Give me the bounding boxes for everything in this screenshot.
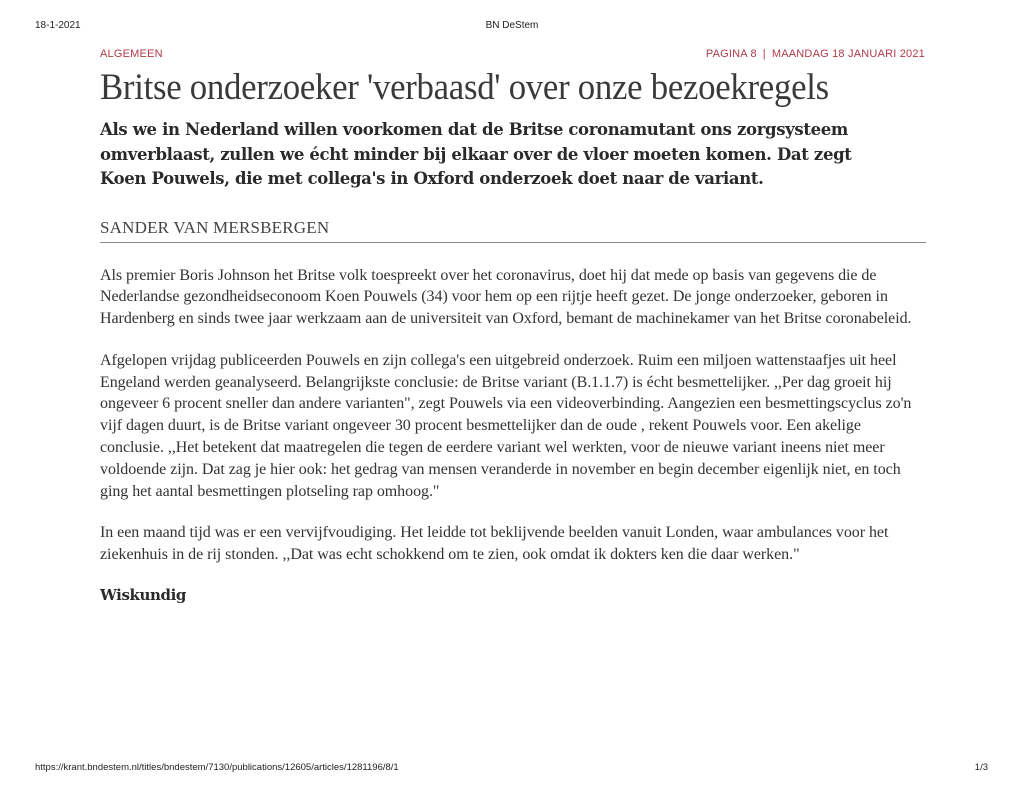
page-meta [706,48,925,60]
meta-separator: | [762,48,766,60]
section-label: ALGEMEEN [100,48,163,60]
print-title: BN DeStem [485,20,539,31]
article-paragraph: In een maand tijd was er een vervijfvoudiging. Het leidde tot beklijvende beelden vanuit Londen, waar ambulances voor het ziekenhuis in de rij stonden. ,,Dat was echt schokkend om te zien, ook omdat ik dokters ken die daar werken." [100,524,889,564]
print-footer-url: https://krant.bndestem.nl/titles/bndestem/7130/publications/12605/articles/1281196/8/1 [35,762,399,773]
article [100,66,930,604]
article-headline: Britse onderzoeker 'verbaasd' over onze bezoekregels [100,67,829,108]
article-paragraph: Als premier Boris Johnson het Britse volk toespreekt over het coronavirus, doet hij dat mede op basis van gegevens die de Nederlandse gezondheidseconoom Koen Pouwels (34) voor hem op een rijtje heeft gezet. De jonge onderzoeker, geboren in Hardenberg en sinds twee jaar werkzaam aan de universiteit van Oxford, bemant de machinekamer van het Britse coronabeleid. [100,266,912,328]
article-byline: SANDER VAN MERSBERGEN [100,218,926,243]
page-number: PAGINA 8 [705,48,757,60]
print-date: 18-1-2021 [35,20,81,31]
print-page-count: 1/3 [974,762,988,773]
article-subheading: Wiskundig [100,586,187,605]
article-paragraph: Afgelopen vrijdag publiceerden Pouwels en zijn collega's een uitgebreid onderzoek. Ruim een miljoen wattenstaafjes uit heel Engeland werden geanalyseerd. Belangrijkste conclusie: de Britse variant (B.1.1.7) is écht besmettelijker. ,,Per dag groeit hij ongeveer 6 procent sneller dan andere varianten", zegt Pouwels via een videoverbinding. Aangezien een besmettingscyclus zo'n vijf dagen duurt, is de Britse variant ongeveer 30 procent besmettelijker dan de oude , rekent Pouwels voor. Een akelige conclusie. ,,Het betekent dat maatregelen die tegen de eerdere variant wel werkten, voor de nieuwe variant ineens niet meer voldoende zijn. Dat zag je hier ook: het gedrag van mensen veranderde in november en begin december eigenlijk niet, en toch ging het aantal besmettingen plotseling rap omhoog." [100,351,912,500]
publication-date: MAANDAG 18 JANUARI 2021 [771,48,925,60]
article-lead: Als we in Nederland willen voorkomen dat de Britse coronamutant ons zorgsysteem omverblaast, zullen we écht minder bij elkaar over de vloer moeten komen. Dat zegt Koen Pouwels, die met collega's in Oxford onderzoek doet naar de variant. [100,120,852,188]
